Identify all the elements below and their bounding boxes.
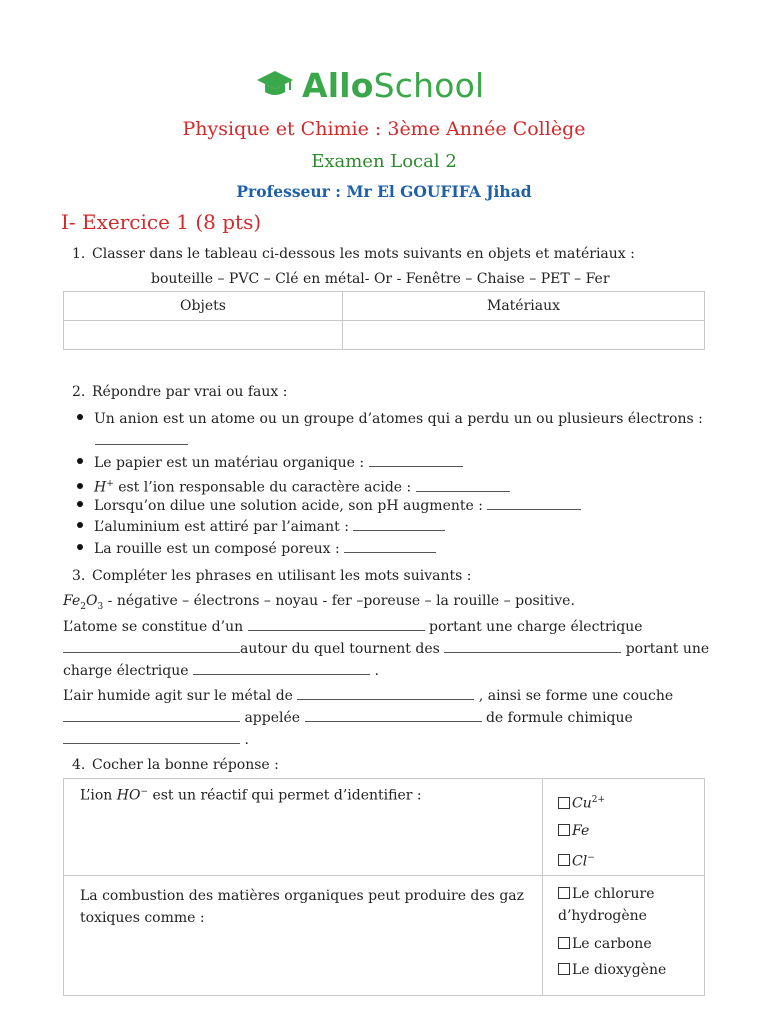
answer-blank[interactable] xyxy=(369,454,463,467)
mcq-options xyxy=(543,876,705,996)
checkbox-icon[interactable] xyxy=(558,854,570,866)
item-text: est l’ion responsable du caractère acide : xyxy=(113,479,412,496)
materiaux-cell[interactable] xyxy=(343,321,705,350)
mcq-option[interactable]: $Cu^{2+}$ xyxy=(558,787,704,818)
mcq-prompt: La combustion des matières organiques peut produire des gaz toxiques comme : xyxy=(64,876,543,996)
fill-blank[interactable] xyxy=(193,662,370,675)
fill-line: charge électrique . xyxy=(63,663,379,679)
objets-cell[interactable] xyxy=(64,321,343,350)
fill-blank[interactable] xyxy=(63,731,240,744)
item-text: Un anion est un atome ou un groupe d’atomes qui a perdu un ou plusieurs électrons : xyxy=(94,411,703,427)
question-number: 3. xyxy=(72,568,86,584)
mcq-option[interactable]: Fe xyxy=(558,818,704,845)
word-list: bouteille – PVC – Clé en métal- Or - Fenêtre – Chaise – PET – Fer xyxy=(151,271,610,287)
answer-blank[interactable] xyxy=(487,497,581,510)
mcq-option[interactable]: Cl− xyxy=(558,845,704,876)
column-header-objets: Objets xyxy=(64,292,343,321)
checkbox-icon[interactable] xyxy=(558,797,570,809)
fill-blank[interactable] xyxy=(305,709,482,722)
bullet-icon xyxy=(77,458,83,464)
logo-wordmark: AlloSchool xyxy=(302,66,485,105)
column-header-materiaux: Matériaux xyxy=(343,292,705,321)
true-false-item xyxy=(77,410,703,428)
fill-blank[interactable] xyxy=(297,687,474,700)
exam-title: Examen Local 2 xyxy=(311,151,457,172)
true-false-item xyxy=(77,454,463,472)
item-text: La rouille est un composé poreux : xyxy=(94,541,340,557)
bullet-icon xyxy=(77,414,83,420)
subject-title: Physique et Chimie : 3ème Année Collège xyxy=(182,118,586,140)
alloschool-logo xyxy=(256,66,484,105)
mcq-option[interactable]: Le carbone xyxy=(558,931,704,957)
bullet-icon xyxy=(77,501,83,507)
fill-blank[interactable] xyxy=(444,640,621,653)
exercise-title: I- Exercice 1 (8 pts) xyxy=(61,210,262,234)
word-bank: $Fe_2O_3$ - négative – électrons – noyau - fer –poreuse – la rouille – positive. xyxy=(63,593,575,612)
mcq-option[interactable]: Le chlorure d’hydrogène xyxy=(558,886,655,925)
graduation-cap-icon xyxy=(256,69,294,103)
fill-line: L’atome se constitue d’un portant une charge électrique xyxy=(63,619,643,635)
question-text: Classer dans le tableau ci-dessous les mots suivants en objets et matériaux : xyxy=(92,246,635,262)
question-text: Compléter les phrases en utilisant les mots suivants : xyxy=(92,568,472,584)
true-false-item xyxy=(77,540,436,558)
checkbox-icon[interactable] xyxy=(558,824,570,836)
objects-materials-table xyxy=(63,291,705,350)
mcq-prompt: L’ion HO− est un réactif qui permet d’identifier : xyxy=(64,779,543,876)
teacher-name: Professeur : Mr El GOUFIFA Jihad xyxy=(236,182,532,201)
question-number: 2. xyxy=(72,384,86,400)
answer-blank[interactable] xyxy=(416,479,510,492)
item-text: Lorsqu’on dilue une solution acide, son pH augmente : xyxy=(94,498,483,514)
ion-symbol: H xyxy=(94,479,107,496)
checkbox-icon[interactable] xyxy=(558,937,570,949)
item-text: L’aluminium est attiré par l’aimant : xyxy=(94,519,349,535)
mcq-option[interactable]: Le dioxygène xyxy=(558,957,704,983)
fill-line: appelée de formule chimique xyxy=(63,709,633,727)
checkbox-icon[interactable] xyxy=(558,887,570,899)
answer-blank[interactable] xyxy=(95,432,188,445)
question-3 xyxy=(72,567,471,585)
question-text: Répondre par vrai ou faux : xyxy=(92,384,288,400)
question-text: Cocher la bonne réponse : xyxy=(92,757,279,773)
fill-line: autour du quel tournent des portant une xyxy=(63,640,709,658)
bullet-icon xyxy=(77,544,83,550)
mcq-options xyxy=(543,779,705,876)
ion-symbol: HO xyxy=(116,787,141,804)
ion-charge: + xyxy=(106,479,114,489)
formula-o: O xyxy=(85,593,98,609)
checkbox-icon[interactable] xyxy=(558,963,570,975)
fill-line: . xyxy=(63,731,249,749)
true-false-item xyxy=(77,518,445,536)
word-bank-text: - négative – électrons – noyau - fer –poreuse – la rouille – positive. xyxy=(103,593,575,609)
fill-blank[interactable] xyxy=(63,640,240,653)
formula-fe: Fe xyxy=(63,593,81,609)
bullet-icon xyxy=(77,483,83,489)
true-false-item xyxy=(77,497,581,515)
question-2 xyxy=(72,383,287,401)
answer-blank[interactable] xyxy=(353,518,445,531)
fill-blank[interactable] xyxy=(63,709,240,722)
question-number: 1. xyxy=(72,246,86,262)
item-text: Le papier est un matériau organique : xyxy=(94,455,365,471)
fill-line: L’air humide agit sur le métal de , ainsi se forme une couche xyxy=(63,688,674,704)
true-false-item xyxy=(77,475,510,497)
bullet-icon xyxy=(77,522,83,528)
fill-blank[interactable] xyxy=(248,618,425,631)
question-4 xyxy=(72,756,279,774)
answer-blank[interactable] xyxy=(344,540,436,553)
question-1 xyxy=(72,245,635,263)
mcq-table xyxy=(63,778,705,996)
question-number: 4. xyxy=(72,757,86,773)
